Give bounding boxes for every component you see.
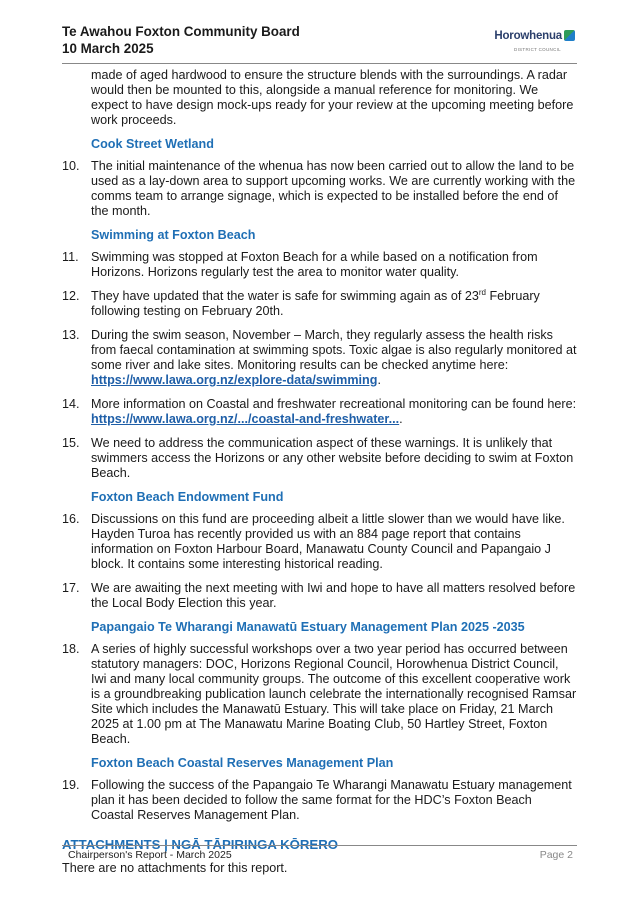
item-number: 14. (62, 397, 80, 411)
attachments-text: There are no attachments for this report. (62, 861, 288, 875)
horowhenua-logo (494, 29, 575, 51)
header-title: Te Awahou Foxton Community Board (62, 24, 300, 39)
item-number: 16. (62, 512, 80, 526)
attachments-heading: ATTACHMENTS | NGĀ TĀPIRINGA KŌRERO (62, 837, 338, 852)
list-item (62, 581, 577, 611)
heading-cook-street: Cook Street Wetland (91, 137, 214, 151)
list-item (62, 512, 577, 572)
item-text: We are awaiting the next meeting with Iwi and hope to have all matters resolved before the Local Body Election this year. (91, 581, 576, 610)
list-item (62, 289, 577, 319)
item-text: Swimming was stopped at Foxton Beach for a while based on a notification from Horizons. Horizons regularly test the area to monitor water quality. (91, 250, 538, 279)
logo-text: Horowhenua (494, 30, 562, 42)
list-item (62, 397, 577, 427)
item-text: The initial maintenance of the whenua has now been carried out to allow the land to be used as a lay-down area to support upcoming works. We are currently working with the comms team to arrange signage, which is expected to be installed before the end of the month. (91, 159, 576, 218)
item-text (91, 289, 577, 319)
heading-swimming: Swimming at Foxton Beach (91, 228, 256, 242)
intro-paragraph: made of aged hardwood to ensure the structure blends with the surroundings. A radar would then be mounted to this, alongside a manual reference for monitoring. We expect to have design mock-ups ready for your review at the upcoming meeting before work proceeds. (91, 68, 574, 127)
heading-endowment: Foxton Beach Endowment Fund (91, 490, 284, 504)
item-number: 17. (62, 581, 80, 595)
footer-report-title: Chairperson's Report - March 2025 (68, 849, 232, 861)
header-divider (62, 63, 577, 64)
item-text-start: More information on Coastal and freshwater recreational monitoring can be found here: (91, 397, 577, 411)
item-number: 15. (62, 436, 80, 450)
logo-subtext: DISTRICT COUNCIL (514, 47, 561, 52)
item-text-start: During the swim season, November – March, they regularly assess the health risks from faecal contamination at swimming spots. Toxic algae is also regularly monitored at some river and lake sites. Monitoring results can be checked anytime here: (91, 328, 577, 372)
page-number: Page 2 (539, 849, 573, 861)
item-number: 18. (62, 642, 80, 656)
item-number: 10. (62, 159, 80, 173)
item-number: 19. (62, 778, 80, 792)
header-date: 10 March 2025 (62, 41, 154, 56)
heading-coastal-reserves: Foxton Beach Coastal Reserves Management Plan (91, 756, 394, 770)
list-item (62, 436, 577, 481)
item-text-end: February following testing on February 20th. (91, 289, 540, 318)
logo-mark-icon (564, 30, 575, 41)
list-item (62, 642, 577, 747)
list-item (62, 159, 577, 219)
item-text (91, 397, 577, 427)
item-number: 12. (62, 289, 80, 303)
lawa-swimming-link[interactable]: https://www.lawa.org.nz/explore-data/swimming (91, 373, 378, 387)
item-number: 13. (62, 328, 80, 342)
list-item (62, 250, 577, 280)
list-item (62, 328, 577, 388)
item-text (91, 328, 577, 388)
list-item (62, 778, 577, 823)
item-text-end: . (377, 373, 381, 387)
page-footer (62, 845, 577, 861)
page-header (62, 23, 577, 60)
item-number: 11. (62, 250, 79, 264)
item-text: Following the success of the Papangaio Te Wharangi Manawatu Estuary management plan it has been decided to follow the same format for the HDC’s Foxton Beach Coastal Reserves Management Plan. (91, 778, 572, 822)
item-text: A series of highly successful workshops over a two year period has occurred between statutory managers: DOC, Horizons Regional Council, Horowhenua District Council, Iwi and many local community groups. The outcome of this excellent cooperative work is a groundbreaking publication launch celebrate the internationally recognised Ramsar Site which includes the Manawatū Estuary. This will take place on Friday, 21 March 2025 at 1.00 pm at The Manawatu Marine Boating Club, 50 Hartley Street, Foxton Beach. (91, 642, 577, 746)
lawa-coastal-link[interactable]: https://www.lawa.org.nz/.../coastal-and-freshwater... (91, 412, 400, 426)
report-body (62, 68, 577, 876)
item-text: Discussions on this fund are proceeding albeit a little slower than we would have like. Hayden Turoa has recently provided us with an 884 page report that contains information on Foxton Harbour Board, Manawatu County Council and Papangaio J block. It contains some interesting historical reading. (91, 512, 565, 571)
ordinal-suffix: rd (478, 287, 486, 297)
item-text-start: They have updated that the water is safe for swimming again as of 23 (91, 289, 479, 303)
heading-estuary: Papangaio Te Wharangi Manawatū Estuary Management Plan 2025 -2035 (91, 620, 525, 634)
item-text-end: . (399, 412, 403, 426)
item-text: We need to address the communication aspect of these warnings. It is unlikely that swimmers access the Horizons or any other website before deciding to swim at Foxton Beach. (91, 436, 574, 480)
